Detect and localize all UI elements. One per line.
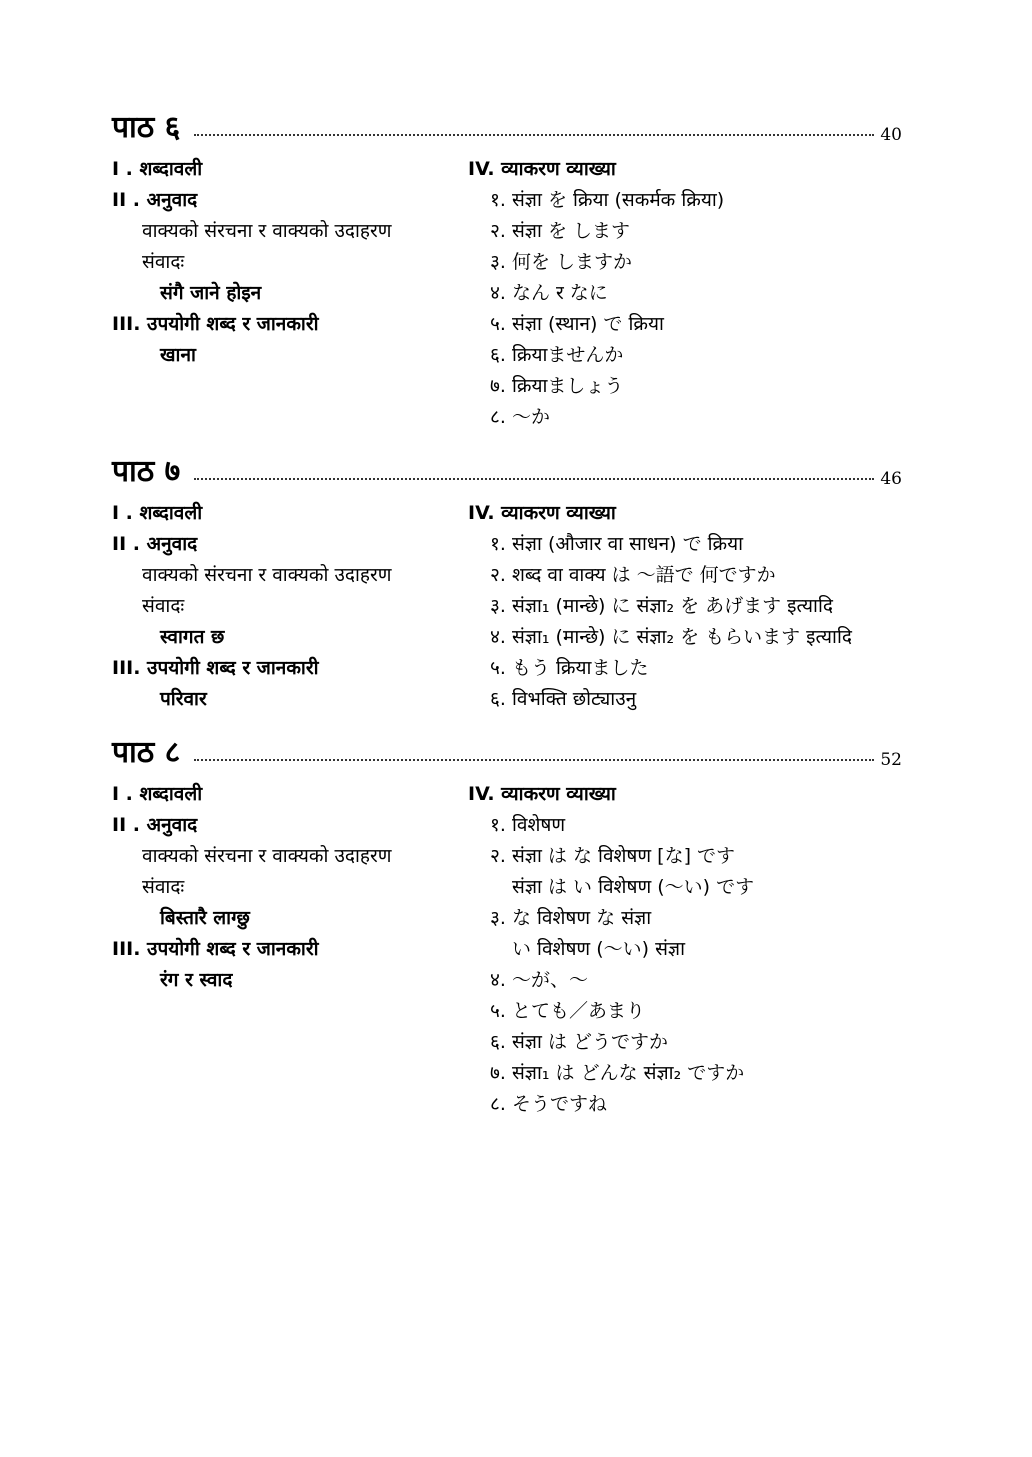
page-number: 46	[880, 469, 902, 489]
lesson-title: पाठ ८	[112, 735, 181, 770]
toc-entry: बिस्तारै लाग्छु	[160, 907, 250, 929]
toc-entry: IV. व्याकरण व्याख्या	[468, 783, 616, 805]
toc-entry: I . शब्दावली	[112, 502, 203, 524]
toc-entry: ७. संज्ञा₁ は どんな संज्ञा₂ ですか	[490, 1062, 745, 1084]
dot-leader	[194, 134, 874, 136]
toc-entry: वाक्यको संरचना र वाक्यको उदाहरण	[142, 564, 392, 586]
lesson-heading	[112, 108, 902, 152]
toc-entry: ७. क्रियाましょう	[490, 375, 624, 397]
toc-entry: रंग र स्वाद	[160, 969, 233, 991]
toc-entry: संवादः	[142, 876, 185, 898]
lesson-heading	[112, 452, 902, 496]
lesson-title: पाठ ६	[112, 110, 181, 145]
toc-entry: ३. な विशेषण な संज्ञा	[490, 907, 652, 929]
toc-entry: IV. व्याकरण व्याख्या	[468, 158, 616, 180]
toc-entry: ६. क्रियाませんか	[490, 344, 624, 366]
toc-entry: संगै जाने होइन	[160, 282, 262, 304]
toc-entry: २. शब्द वा वाक्य は ～語で 何ですか	[490, 564, 776, 586]
lesson-8	[112, 733, 902, 1115]
toc-entry: परिवार	[160, 688, 207, 710]
toc-entry: ४. なん र なに	[490, 282, 608, 304]
toc-entry: वाक्यको संरचना र वाक्यको उदाहरण	[142, 220, 392, 242]
toc-entry: १. संज्ञा を क्रिया (सकर्मक क्रिया)	[490, 189, 725, 211]
dot-leader	[194, 478, 874, 480]
toc-entry: खाना	[160, 344, 196, 366]
page-number: 40	[880, 125, 902, 145]
toc-entry: ८. ～か	[490, 406, 550, 428]
toc-entry: ५. संज्ञा (स्थान) で क्रिया	[490, 313, 664, 335]
toc-entry: III. उपयोगी शब्द र जानकारी	[112, 938, 319, 960]
toc-entry: १. विशेषण	[490, 814, 566, 836]
right-column	[468, 154, 908, 433]
toc-entry: ४. संज्ञा₁ (मान्छे) に संज्ञा₂ を もらいます इत्यादि	[490, 626, 852, 648]
lesson-title: पाठ ७	[112, 454, 181, 489]
toc-entry: संवादः	[142, 251, 185, 273]
toc-entry: い विशेषण (～い) संज्ञा	[512, 938, 686, 960]
toc-entry: ३. 何を しますか	[490, 251, 632, 273]
toc-entry: संवादः	[142, 595, 185, 617]
toc-entry: ४. ～が、～	[490, 969, 588, 991]
toc-entry: ५. とても／あまり	[490, 1000, 645, 1022]
toc-entry: ६. विभक्ति छोट्याउनु	[490, 688, 637, 710]
toc-entry: संज्ञा は い विशेषण (～い) です	[512, 876, 755, 898]
lesson-heading	[112, 733, 902, 777]
page-number: 52	[880, 750, 902, 770]
right-column	[468, 779, 908, 1120]
toc-entry: ८. そうですね	[490, 1093, 607, 1115]
toc-entry: ५. もう क्रियाました	[490, 657, 649, 679]
left-column	[112, 154, 462, 371]
toc-entry: ६. संज्ञा は どうですか	[490, 1031, 668, 1053]
toc-entry: २. संज्ञा は な विशेषण [な] です	[490, 845, 736, 867]
left-column	[112, 498, 462, 715]
toc-entry: III. उपयोगी शब्द र जानकारी	[112, 313, 319, 335]
toc-entry: I . शब्दावली	[112, 158, 203, 180]
toc-entry: II . अनुवाद	[112, 533, 198, 555]
toc-entry: स्वागत छ	[160, 626, 225, 648]
toc-entry: ३. संज्ञा₁ (मान्छे) に संज्ञा₂ を あげます इत्यादि	[490, 595, 833, 617]
dot-leader	[194, 759, 874, 761]
toc-entry: IV. व्याकरण व्याख्या	[468, 502, 616, 524]
toc-entry: I . शब्दावली	[112, 783, 203, 805]
lesson-7	[112, 452, 902, 710]
toc-entry: २. संज्ञा を します	[490, 220, 630, 242]
toc-entry: III. उपयोगी शब्द र जानकारी	[112, 657, 319, 679]
right-column	[468, 498, 908, 715]
lesson-6	[112, 108, 902, 428]
toc-entry: II . अनुवाद	[112, 189, 198, 211]
toc-entry: १. संज्ञा (औजार वा साधन) で क्रिया	[490, 533, 744, 555]
left-column	[112, 779, 462, 996]
toc-entry: II . अनुवाद	[112, 814, 198, 836]
toc-entry: वाक्यको संरचना र वाक्यको उदाहरण	[142, 845, 392, 867]
